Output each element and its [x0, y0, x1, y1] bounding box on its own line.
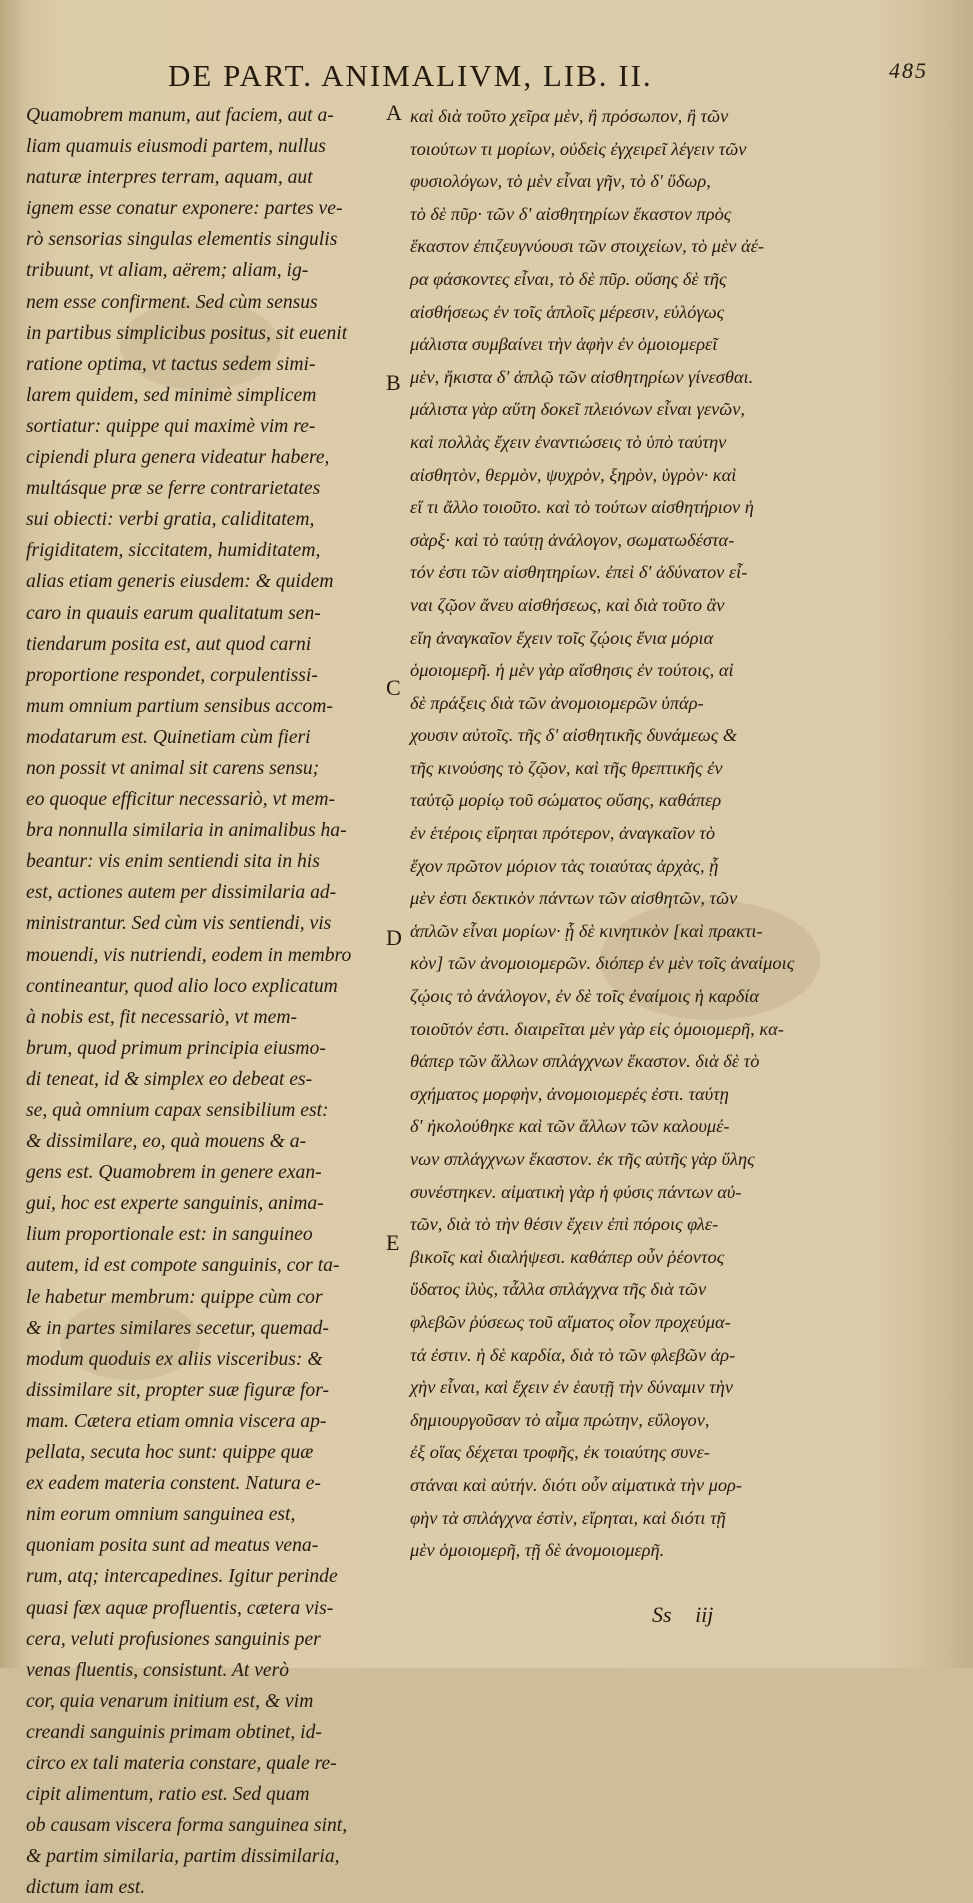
latin-text-line: pellata, secuta hoc sunt: quippe quæ — [26, 1442, 314, 1464]
latin-text-line: eo quoque efficitur necessariò, vt mem- — [26, 789, 336, 811]
latin-text-line: ex eadem materia constent. Natura e- — [26, 1473, 321, 1495]
greek-text-line: ναι ζῷον ἄνευ αἰσθήσεως, καὶ διὰ τοῦτο ἂν — [410, 594, 725, 615]
greek-text-line: μάλιστα συμβαίνει τὴν ἁφὴν ἐν ὁμοιομερεῖ — [410, 334, 718, 355]
greek-text-line: θάπερ τῶν ἄλλων σπλάγχνων ἕκαστον. διὰ δὲ τὸ — [410, 1051, 760, 1072]
latin-text-line: caro in quauis earum qualitatum sen- — [26, 602, 321, 624]
greek-text-line: εἴη ἀναγκαῖον ἔχειν τοῖς ζῴοις ἔνια μόρια — [410, 627, 714, 648]
latin-text-line: quoniam posita sunt ad meatus vena- — [26, 1535, 319, 1557]
greek-text-line: κὸν] τῶν ἀνομοιομερῶν. διόπερ ἐν μὲν τοῖς ἀναίμοις — [410, 953, 795, 974]
latin-text-line: dictum iam est. — [26, 1877, 146, 1899]
latin-text-line: & in partes similares secetur, quemad- — [26, 1317, 329, 1339]
latin-text-line: lium proportionale est: in sanguineo — [26, 1224, 313, 1246]
margin-marker-e: E — [386, 1230, 400, 1255]
greek-text-line: ὕδατος ἰλὺς, τἆλλα σπλάγχνα τῆς διὰ τῶν — [410, 1279, 707, 1300]
latin-text-line: à nobis est, fit necessariò, vt mem- — [26, 1006, 298, 1028]
latin-text-line: naturæ interpres terram, aquam, aut — [26, 167, 313, 189]
latin-text-line: ratione optima, vt tactus sedem simi- — [26, 353, 316, 375]
greek-text-line: ἐξ οἵας δέχεται τροφῆς, ἐκ τοιαύτης συνε- — [410, 1442, 710, 1463]
greek-text-line: φλεβῶν ῥύσεως τοῦ αἵματος οἷον προχεύμα- — [410, 1311, 731, 1332]
greek-text-line: σχήματος μορφὴν, ἀνομοιομερές ἐστι. ταύτῃ — [410, 1083, 729, 1104]
latin-text-line: Quamobrem manum, aut faciem, aut a- — [26, 105, 334, 126]
greek-text-line: φὴν τὰ σπλάγχνα ἐστὶν, εἴρηται, καὶ διότι τῇ — [410, 1507, 726, 1528]
greek-text-line: καὶ διὰ τοῦτο χεῖρα μὲν, ἢ πρόσωπον, ἢ τῶν — [410, 106, 729, 126]
greek-text-line: αἰσθητὸν, θερμὸν, ψυχρὸν, ξηρὸν, ὑγρὸν· καὶ — [410, 464, 737, 485]
latin-text-line: mum omnium partium sensibus accom- — [26, 695, 333, 717]
greek-text-line: συνέστηκεν. αἱματικὴ γὰρ ἡ φύσις πάντων αὐ- — [410, 1181, 742, 1202]
greek-text-line: μὲν, ἥκιστα δ' ἁπλῷ τῶν αἰσθητηρίων γίνεσθαι. — [410, 366, 754, 387]
latin-text-line: sui obiecti: verbi gratia, caliditatem, — [26, 509, 315, 531]
latin-text-line: larem quidem, sed minimè simplicem — [26, 384, 317, 406]
greek-text-line: τοιοῦτόν ἐστι. διαιρεῖται μὲν γὰρ εἰς ὁμοιομερῆ, κα- — [410, 1018, 784, 1039]
greek-text-line: τά ἐστιν. ἡ δὲ καρδία, διὰ τὸ τῶν φλεβῶν ἀρ- — [410, 1344, 736, 1365]
greek-text-line: ρα φάσκοντες εἶναι, τὸ δὲ πῦρ. οὔσης δὲ τῆς — [410, 268, 727, 289]
latin-text-line: cera, veluti profusiones sanguinis per — [26, 1628, 321, 1650]
latin-text-line: creandi sanguinis primam obtinet, id- — [26, 1721, 322, 1743]
latin-text-line: nim eorum omnium sanguinea est, — [26, 1504, 296, 1526]
greek-text-line: χὴν εἶναι, καὶ ἔχειν ἐν ἑαυτῇ τὴν δύναμιν τὴν — [410, 1377, 733, 1398]
margin-marker-a: A — [386, 100, 402, 125]
latin-text-line: mouendi, vis nutriendi, eodem in membro — [26, 944, 352, 966]
latin-text-line: ob causam viscera forma sanguinea sint, — [26, 1815, 348, 1837]
latin-text-line: & partim similaria, partim dissimilaria, — [26, 1846, 340, 1868]
latin-text-line: liam quamuis eiusmodi partem, nullus — [26, 136, 326, 158]
latin-text-line: & dissimilare, eo, quà mouens & a- — [26, 1131, 307, 1153]
latin-text-line: in partibus simplicibus positus, sit euenit — [26, 322, 348, 344]
latin-text-line: quasi fæx aquæ profluentis, cætera vis- — [26, 1597, 334, 1619]
latin-text-line: di teneat, id & simplex eo debeat es- — [26, 1068, 313, 1090]
latin-text-line: modatarum est. Quinetiam cùm fieri — [26, 726, 311, 748]
latin-text-line: proportione respondet, corpulentissi- — [26, 664, 318, 686]
latin-text-line: brum, quod primum principia eiusmo- — [26, 1037, 326, 1059]
greek-text-line: τῆς κινούσης τὸ ζῷον, καὶ τῆς θρεπτικῆς ἐν — [410, 757, 723, 778]
margin-marker-c: C — [386, 675, 401, 700]
greek-text-line: δημιουργοῦσαν τὸ αἷμα πρώτην, εὔλογον, — [410, 1409, 710, 1430]
latin-text-line: bra nonnulla similaria in animalibus ha- — [26, 820, 347, 842]
greek-text-line: αἰσθήσεως ἐν τοῖς ἁπλοῖς μέρεσιν, εὐλόγως — [410, 301, 725, 322]
latin-text-line: dissimilare sit, propter suæ figuræ for- — [26, 1379, 329, 1401]
page-number: 485 — [889, 58, 928, 83]
greek-text-line: τῶν, διὰ τὸ τὴν θέσιν ἔχειν ἐπὶ πόροις φλε- — [410, 1214, 719, 1235]
latin-text-line: nem esse confirment. Sed cùm sensus — [26, 291, 318, 313]
greek-text-line: ἕκαστον ἐπιζευγνύουσι τῶν στοιχείων, τὸ μὲν ἀέ- — [410, 236, 765, 257]
latin-text-line: gens est. Quamobrem in genere exan- — [26, 1162, 322, 1184]
greek-text-line: φυσιολόγων, τὸ μὲν εἶναι γῆν, τὸ δ' ὕδωρ, — [410, 171, 711, 192]
signature-letters: Ss — [652, 1602, 672, 1627]
latin-text-line: sortiatur: quippe qui maximè vim re- — [26, 415, 316, 437]
latin-text-line: beantur: vis enim sentiendi sita in his — [26, 851, 320, 873]
greek-text-line: τὸ δὲ πῦρ· τῶν δ' αἰσθητηρίων ἕκαστον πρὸς — [410, 203, 732, 224]
greek-text-line: ἔχον πρῶτον μόριον τὰς τοιαύτας ἀρχὰς, ᾗ — [410, 855, 719, 876]
latin-text-line: venas fluentis, consistunt. At verò — [26, 1659, 290, 1681]
latin-text-line: circo ex tali materia constare, quale re- — [26, 1752, 337, 1774]
latin-text-line: cipiendi plura genera videatur habere, — [26, 447, 330, 469]
latin-text-line: non possit vt animal sit carens sensu; — [26, 757, 320, 779]
greek-text-line: μάλιστα γὰρ αὕτη δοκεῖ πλειόνων εἶναι γενῶν, — [410, 399, 746, 420]
greek-text-line: τόν ἐστι τῶν αἰσθητηρίων. ἐπεὶ δ' ἀδύνατον εἶ- — [410, 562, 748, 583]
latin-text-line: est, actiones autem per dissimilaria ad- — [26, 882, 337, 904]
latin-text-line: frigiditatem, siccitatem, humiditatem, — [26, 540, 321, 562]
greek-text-line: μὲν ὁμοιομερῆ, τῇ δὲ ἀνομοιομερῆ. — [410, 1540, 665, 1561]
latin-text-line: rò sensorias singulas elementis singulis — [26, 229, 338, 251]
latin-text-line: se, quà omnium capax sensibilium est: — [26, 1100, 329, 1121]
greek-text-line: ἐν ἑτέροις εἴρηται πρότερον, ἀναγκαῖον τὸ — [410, 823, 716, 844]
latin-column — [26, 100, 384, 1903]
latin-text-line: tribuunt, vt aliam, aërem; aliam, ig- — [26, 260, 309, 282]
greek-text-line: ὁμοιομερῆ. ἡ μὲν γὰρ αἴσθησις ἐν τούτοις, αἱ — [410, 660, 734, 681]
latin-text-line: modum quoduis ex aliis visceribus: & — [26, 1348, 323, 1370]
greek-column — [410, 100, 922, 1567]
greek-text-line: δὲ πράξεις διὰ τῶν ἀνομοιομερῶν ὑπάρ- — [410, 692, 704, 713]
latin-text-line: rum, atq; intercapedines. Igitur perinde — [26, 1566, 338, 1588]
latin-text-line: le habetur membrum: quippe cùm cor — [26, 1286, 323, 1308]
signature-mark — [652, 1602, 731, 1628]
latin-text-line: tiendarum posita est, aut quod carni — [26, 633, 312, 655]
signature-number: iij — [695, 1602, 714, 1627]
running-title: DE PART. ANIMALIVM, LIB. II. — [168, 58, 653, 93]
greek-text-line: δ' ἠκολούθηκε καὶ τῶν ἄλλων τῶν καλουμέ- — [410, 1116, 730, 1137]
latin-text-line: mam. Cætera etiam omnia viscera ap- — [26, 1410, 327, 1432]
greek-text-line: ταὐτῷ μορίῳ τοῦ σώματος οὔσης, καθάπερ — [410, 790, 722, 811]
running-header — [168, 58, 928, 98]
greek-text-line: εἴ τι ἄλλο τοιοῦτο. καὶ τὸ τούτων αἰσθητήριον ἡ — [410, 497, 754, 518]
latin-text-line: cipit alimentum, ratio est. Sed quam — [26, 1784, 310, 1806]
greek-text-line: τοιούτων τι μορίων, οὐδεὶς ἐγχειρεῖ λέγειν τῶν — [410, 138, 747, 159]
greek-text-line: ζῴοις τὸ ἀνάλογον, ἐν δὲ τοῖς ἐναίμοις ἡ καρδία — [410, 986, 760, 1007]
latin-text-line: cor, quia venarum initium est, & vim — [26, 1690, 314, 1712]
greek-text-line: καὶ πολλὰς ἔχειν ἐναντιώσεις τὸ ὑπὸ ταύτην — [410, 431, 727, 452]
margin-marker-b: B — [386, 370, 401, 395]
latin-text-line: multásque præ se ferre contrarietates — [26, 478, 321, 500]
latin-text-line: gui, hoc est experte sanguinis, anima- — [26, 1193, 324, 1215]
greek-text-line: σὰρξ· καὶ τὸ ταύτῃ ἀνάλογον, σωματωδέστα- — [410, 529, 735, 550]
greek-text-line: βικοῖς καὶ διαλήψεσι. καθάπερ οὖν ῥέοντος — [410, 1246, 725, 1267]
latin-text-line: ignem esse conatur exponere: partes ve- — [26, 198, 343, 220]
latin-text-line: autem, id est compote sanguinis, cor ta- — [26, 1255, 340, 1277]
greek-text-line: στάναι καὶ αὐτήν. διότι οὖν αἱματικὰ τὴν μορ- — [410, 1474, 742, 1495]
margin-marker-d: D — [386, 925, 402, 950]
latin-text-line: contineantur, quod alio loco explicatum — [26, 975, 338, 997]
greek-text-line: νων σπλάγχνων ἕκαστον. ἐκ τῆς αὐτῆς γὰρ ὕλης — [410, 1149, 755, 1169]
greek-text-line: μὲν ἐστι δεκτικὸν πάντων τῶν αἰσθητῶν, τῶν — [410, 888, 738, 909]
latin-text-line: alias etiam generis eiusdem: & quidem — [26, 571, 334, 593]
greek-text-line: χουσιν αὐτοῖς. τῆς δ' αἰσθητικῆς δυνάμεως & — [410, 725, 738, 746]
greek-text-line: ἁπλῶν εἶναι μορίων· ᾗ δὲ κινητικὸν [καὶ πρακτι- — [410, 920, 763, 941]
latin-text-line: ministrantur. Sed cùm vis sentiendi, vis — [26, 913, 332, 935]
